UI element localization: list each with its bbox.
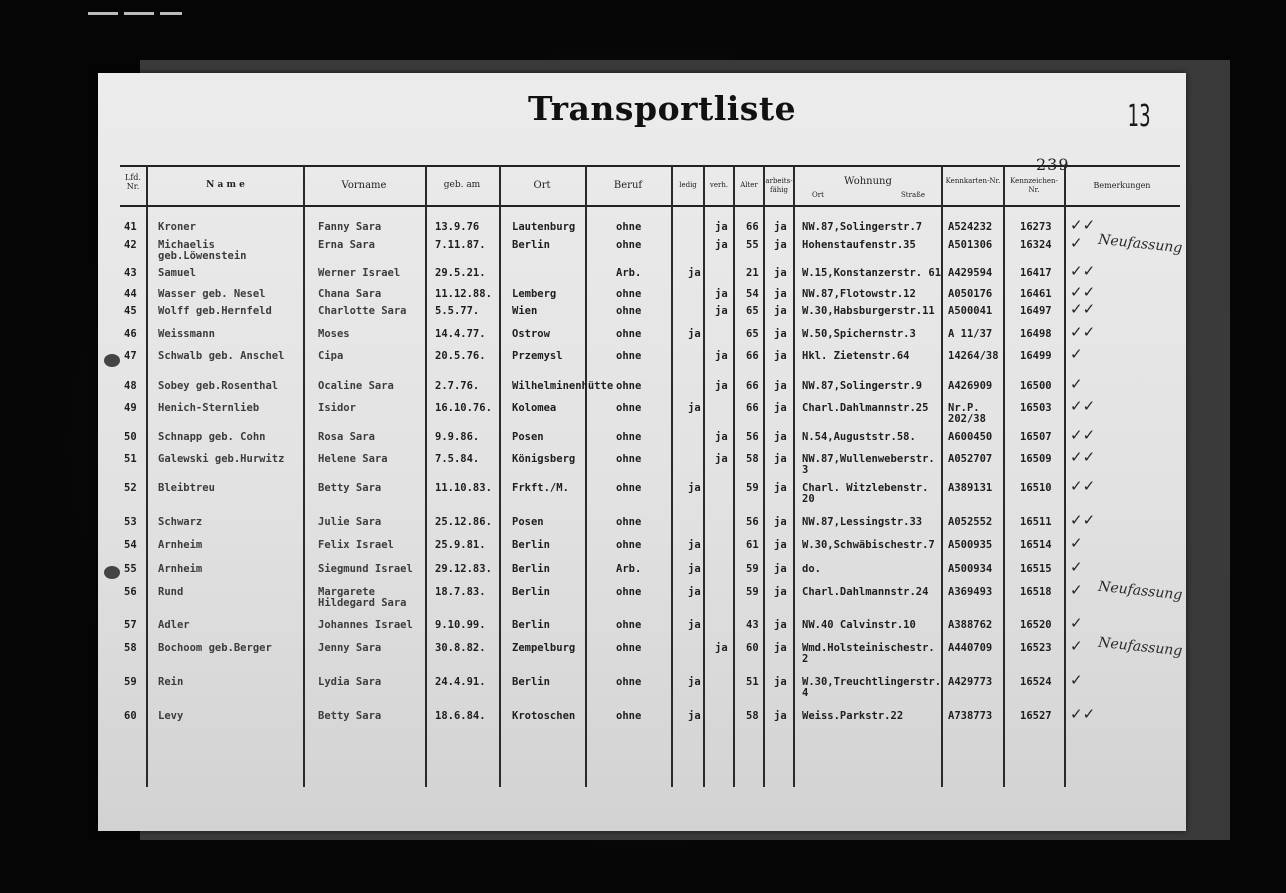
cell-name: Schwarz — [158, 516, 203, 528]
handwritten-note: Neufassung — [1097, 231, 1184, 257]
cell-vorname: Moses — [318, 328, 350, 340]
cell-wohnung: Charl. Witzlebenstr. 20 — [802, 482, 929, 505]
cell-arbeitsfaehig: ja — [774, 563, 787, 575]
cell-arbeitsfaehig: ja — [774, 305, 787, 317]
cell-wohnung: NW.87,Wullenweberstr. 3 — [802, 453, 935, 476]
cell-beruf: ohne — [616, 431, 642, 443]
cell-vorname: Felix Israel — [318, 539, 394, 551]
cell-kennzeichen: 16523 — [1020, 642, 1052, 654]
cell-beruf: ohne — [616, 328, 642, 340]
header-kennzeichen: Kennzeichen-Nr. — [1010, 177, 1058, 194]
checkmark-icon: ✓✓ — [1070, 262, 1096, 280]
cell-arbeitsfaehig: ja — [774, 539, 787, 551]
cell-nr: 45 — [124, 305, 137, 317]
punch-hole — [104, 566, 120, 579]
header-lfd: Lfd. Nr. — [125, 173, 141, 191]
cell-arbeitsfaehig: ja — [774, 642, 787, 654]
checkmark-icon: ✓ — [1070, 234, 1083, 252]
cell-wohnung: do. — [802, 563, 821, 575]
cell-arbeitsfaehig: ja — [774, 431, 787, 443]
cell-geb: 5.5.77. — [435, 305, 480, 317]
cell-alter: 58 — [746, 453, 759, 465]
cell-geb: 2.7.76. — [435, 380, 480, 392]
cell-kennkarte: A600450 — [948, 431, 993, 443]
cell-alter: 66 — [746, 402, 759, 414]
cell-geb: 11.10.83. — [435, 482, 492, 494]
checkmark-icon: ✓ — [1070, 558, 1083, 576]
header-wohnung-strasse: Straße — [901, 191, 925, 199]
cell-name: Arnheim — [158, 563, 203, 575]
cell-ledig: ja — [688, 267, 701, 279]
cell-beruf: Arb. — [616, 267, 642, 279]
cell-nr: 44 — [124, 288, 137, 300]
checkmark-icon: ✓✓ — [1070, 300, 1096, 318]
table-column-rule — [671, 165, 673, 787]
cell-wohnung: Charl.Dahlmannstr.24 — [802, 586, 929, 598]
cell-nr: 53 — [124, 516, 137, 528]
cell-alter: 59 — [746, 482, 759, 494]
cell-ort: Berlin — [512, 239, 550, 251]
cell-ort: Lautenburg — [512, 221, 576, 233]
cell-alter: 51 — [746, 676, 759, 688]
cell-alter: 66 — [746, 221, 759, 233]
cell-kennkarte: A369493 — [948, 586, 993, 598]
cell-vorname: Lydia Sara — [318, 676, 382, 688]
cell-beruf: ohne — [616, 710, 642, 722]
cell-ort: Lemberg — [512, 288, 557, 300]
checkmark-icon: ✓✓ — [1070, 448, 1096, 466]
page-mark: 13 — [1127, 99, 1151, 134]
header-name: N a m e — [206, 180, 245, 190]
cell-alter: 66 — [746, 380, 759, 392]
cell-vorname: Rosa Sara — [318, 431, 375, 443]
cell-arbeitsfaehig: ja — [774, 402, 787, 414]
checkmark-icon: ✓✓ — [1070, 426, 1096, 444]
cell-name: Adler — [158, 619, 190, 631]
cell-vorname: Isidor — [318, 402, 356, 414]
cell-name: Bleibtreu — [158, 482, 215, 494]
cell-kennzeichen: 16461 — [1020, 288, 1052, 300]
cell-wohnung: Wmd.Holsteinischestr. 2 — [802, 642, 935, 665]
cell-ort: Wien — [512, 305, 538, 317]
checkmark-icon: ✓ — [1070, 637, 1083, 655]
handwritten-note: Neufassung — [1097, 578, 1184, 604]
table-column-rule — [793, 165, 795, 787]
cell-nr: 57 — [124, 619, 137, 631]
cell-nr: 51 — [124, 453, 137, 465]
cell-arbeitsfaehig: ja — [774, 516, 787, 528]
cell-alter: 59 — [746, 563, 759, 575]
cell-ledig: ja — [688, 676, 701, 688]
cell-arbeitsfaehig: ja — [774, 221, 787, 233]
cell-kennkarte: A738773 — [948, 710, 993, 722]
header-beruf: Beruf — [613, 180, 643, 191]
checkmark-icon: ✓✓ — [1070, 283, 1096, 301]
cell-arbeitsfaehig: ja — [774, 482, 787, 494]
checkmark-icon: ✓ — [1070, 614, 1083, 632]
checkmark-icon: ✓ — [1070, 345, 1083, 363]
cell-nr: 49 — [124, 402, 137, 414]
cell-kennzeichen: 16524 — [1020, 676, 1052, 688]
cell-vorname: Werner Israel — [318, 267, 401, 279]
cell-alter: 56 — [746, 431, 759, 443]
cell-vorname: Siegmund Israel — [318, 563, 413, 575]
cell-kennkarte: A426909 — [948, 380, 993, 392]
cell-alter: 43 — [746, 619, 759, 631]
cell-alter: 65 — [746, 305, 759, 317]
cell-beruf: ohne — [616, 453, 642, 465]
cell-geb: 16.10.76. — [435, 402, 492, 414]
header-bemerkungen: Bemerkungen — [1093, 181, 1151, 190]
cell-kennkarte: A429773 — [948, 676, 993, 688]
cell-beruf: ohne — [616, 676, 642, 688]
cell-wohnung: NW.87,Solingerstr.9 — [802, 380, 923, 392]
cell-vorname: Fanny Sara — [318, 221, 382, 233]
cell-beruf: ohne — [616, 516, 642, 528]
cell-kennzeichen: 16499 — [1020, 350, 1052, 362]
cell-kennzeichen: 16509 — [1020, 453, 1052, 465]
cell-verh: ja — [715, 239, 728, 251]
cell-beruf: ohne — [616, 619, 642, 631]
cell-arbeitsfaehig: ja — [774, 350, 787, 362]
table-top-rule — [120, 165, 1180, 167]
cell-beruf: ohne — [616, 380, 642, 392]
header-geb: geb. am — [443, 180, 481, 190]
cell-geb: 11.12.88. — [435, 288, 492, 300]
cell-ort: Berlin — [512, 563, 550, 575]
cell-kennzeichen: 16498 — [1020, 328, 1052, 340]
cell-beruf: ohne — [616, 539, 642, 551]
cell-nr: 47 — [124, 350, 137, 362]
cell-vorname: Ocaline Sara — [318, 380, 394, 392]
cell-ledig: ja — [688, 328, 701, 340]
film-mark — [88, 12, 118, 15]
cell-geb: 9.10.99. — [435, 619, 486, 631]
table-column-rule — [763, 165, 765, 787]
cell-kennkarte: A501306 — [948, 239, 993, 251]
cell-geb: 25.12.86. — [435, 516, 492, 528]
cell-arbeitsfaehig: ja — [774, 676, 787, 688]
cell-geb: 25.9.81. — [435, 539, 486, 551]
cell-name: Wolff geb.Hernfeld — [158, 305, 272, 317]
cell-name: Levy — [158, 710, 184, 722]
cell-ort: Kolomea — [512, 402, 557, 414]
cell-nr: 56 — [124, 586, 137, 598]
cell-ort: Wilhelminenhütte — [512, 380, 614, 392]
header-wohnung: Wohnung — [844, 176, 892, 187]
cell-nr: 43 — [124, 267, 137, 279]
cell-name: Bochoom geb.Berger — [158, 642, 272, 654]
cell-kennkarte: A524232 — [948, 221, 993, 233]
cell-kennzeichen: 16507 — [1020, 431, 1052, 443]
cell-wohnung: NW.87,Lessingstr.33 — [802, 516, 923, 528]
cell-kennzeichen: 16324 — [1020, 239, 1052, 251]
cell-kennzeichen: 16500 — [1020, 380, 1052, 392]
cell-kennzeichen: 16518 — [1020, 586, 1052, 598]
cell-arbeitsfaehig: ja — [774, 328, 787, 340]
header-alter: Alter — [740, 181, 758, 189]
cell-wohnung: Charl.Dahlmannstr.25 — [802, 402, 929, 414]
cell-vorname: Cipa — [318, 350, 344, 362]
film-mark — [124, 12, 154, 15]
checkmark-icon: ✓✓ — [1070, 511, 1096, 529]
cell-nr: 48 — [124, 380, 137, 392]
cell-ort: Ostrow — [512, 328, 550, 340]
document-sheet — [98, 73, 1186, 831]
header-arbeitsfaehig: arbeits-fähig — [765, 177, 793, 194]
cell-wohnung: N.54,Auguststr.58. — [802, 431, 916, 443]
cell-arbeitsfaehig: ja — [774, 239, 787, 251]
cell-kennkarte: A500041 — [948, 305, 993, 317]
cell-wohnung: Hohenstaufenstr.35 — [802, 239, 916, 251]
cell-nr: 46 — [124, 328, 137, 340]
checkmark-icon: ✓✓ — [1070, 477, 1096, 495]
cell-alter: 61 — [746, 539, 759, 551]
cell-name: Arnheim — [158, 539, 203, 551]
cell-kennzeichen: 16273 — [1020, 221, 1052, 233]
cell-vorname: Charlotte Sara — [318, 305, 407, 317]
cell-kennzeichen: 16510 — [1020, 482, 1052, 494]
cell-ort: Berlin — [512, 619, 550, 631]
cell-geb: 7.11.87. — [435, 239, 486, 251]
cell-arbeitsfaehig: ja — [774, 288, 787, 300]
cell-geb: 14.4.77. — [435, 328, 486, 340]
cell-vorname: Julie Sara — [318, 516, 382, 528]
cell-kennkarte: A052552 — [948, 516, 993, 528]
cell-kennkarte: A389131 — [948, 482, 993, 494]
cell-beruf: ohne — [616, 350, 642, 362]
checkmark-icon: ✓ — [1070, 375, 1083, 393]
cell-ort: Berlin — [512, 586, 550, 598]
cell-kennzeichen: 16417 — [1020, 267, 1052, 279]
cell-ort: Przemysl — [512, 350, 563, 362]
cell-beruf: ohne — [616, 586, 642, 598]
cell-name: Samuel — [158, 267, 196, 279]
handwritten-note: Neufassung — [1097, 634, 1184, 660]
cell-kennzeichen: 16527 — [1020, 710, 1052, 722]
cell-alter: 56 — [746, 516, 759, 528]
cell-ort: Zempelburg — [512, 642, 576, 654]
cell-verh: ja — [715, 380, 728, 392]
cell-beruf: Arb. — [616, 563, 642, 575]
cell-beruf: ohne — [616, 305, 642, 317]
cell-beruf: ohne — [616, 642, 642, 654]
cell-geb: 7.5.84. — [435, 453, 480, 465]
cell-ort: Königsberg — [512, 453, 576, 465]
cell-wohnung: Hkl. Zietenstr.64 — [802, 350, 910, 362]
cell-arbeitsfaehig: ja — [774, 586, 787, 598]
cell-ledig: ja — [688, 563, 701, 575]
cell-verh: ja — [715, 288, 728, 300]
cell-name: Schwalb geb. Anschel — [158, 350, 285, 362]
cell-wohnung: W.30,Schwäbischestr.7 — [802, 539, 935, 551]
cell-ledig: ja — [688, 619, 701, 631]
cell-nr: 41 — [124, 221, 137, 233]
cell-nr: 50 — [124, 431, 137, 443]
cell-nr: 52 — [124, 482, 137, 494]
cell-vorname: Helene Sara — [318, 453, 388, 465]
cell-kennzeichen: 16520 — [1020, 619, 1052, 631]
checkmark-icon: ✓✓ — [1070, 323, 1096, 341]
header-verh: verh. — [709, 181, 729, 189]
cell-verh: ja — [715, 350, 728, 362]
cell-kennzeichen: 16514 — [1020, 539, 1052, 551]
cell-vorname: Erna Sara — [318, 239, 375, 251]
cell-geb: 18.7.83. — [435, 586, 486, 598]
cell-geb: 18.6.84. — [435, 710, 486, 722]
header-vorname: Vorname — [341, 180, 387, 191]
cell-ort: Berlin — [512, 676, 550, 688]
checkmark-icon: ✓ — [1070, 671, 1083, 689]
checkmark-icon: ✓ — [1070, 534, 1083, 552]
table-header-rule — [120, 205, 1180, 207]
cell-wohnung: NW.40 Calvinstr.10 — [802, 619, 916, 631]
cell-nr: 58 — [124, 642, 137, 654]
cell-vorname: Chana Sara — [318, 288, 382, 300]
cell-alter: 59 — [746, 586, 759, 598]
table-column-rule — [585, 165, 587, 787]
cell-wohnung: NW.87,Solingerstr.7 — [802, 221, 923, 233]
cell-wohnung: W.30,Treuchtlingerstr. 4 — [802, 676, 942, 699]
cell-geb: 13.9.76 — [435, 221, 480, 233]
film-mark — [160, 12, 182, 15]
cell-beruf: ohne — [616, 239, 642, 251]
cell-ledig: ja — [688, 539, 701, 551]
cell-ledig: ja — [688, 402, 701, 414]
cell-kennkarte: A388762 — [948, 619, 993, 631]
checkmark-icon: ✓✓ — [1070, 397, 1096, 415]
cell-nr: 59 — [124, 676, 137, 688]
cell-nr: 54 — [124, 539, 137, 551]
cell-name: Galewski geb.Hurwitz — [158, 453, 285, 465]
cell-ledig: ja — [688, 710, 701, 722]
table-column-rule — [146, 165, 148, 787]
cell-ort: Berlin — [512, 539, 550, 551]
cell-wohnung: W.50,Spichernstr.3 — [802, 328, 916, 340]
cell-alter: 60 — [746, 642, 759, 654]
cell-nr: 55 — [124, 563, 137, 575]
cell-arbeitsfaehig: ja — [774, 453, 787, 465]
cell-arbeitsfaehig: ja — [774, 267, 787, 279]
cell-beruf: ohne — [616, 402, 642, 414]
cell-wohnung: W.30,Habsburgerstr.11 — [802, 305, 935, 317]
cell-kennkarte: A429594 — [948, 267, 993, 279]
punch-hole — [104, 354, 120, 367]
cell-ort: Frkft./M. — [512, 482, 569, 494]
cell-verh: ja — [715, 431, 728, 443]
cell-ledig: ja — [688, 482, 701, 494]
cell-verh: ja — [715, 642, 728, 654]
cell-ort: Posen — [512, 431, 544, 443]
cell-ort: Krotoschen — [512, 710, 576, 722]
cell-nr: 42 — [124, 239, 137, 251]
cell-beruf: ohne — [616, 482, 642, 494]
cell-name: Wasser geb. Nesel — [158, 288, 266, 300]
header-wohnung-ort: Ort — [812, 191, 824, 199]
cell-arbeitsfaehig: ja — [774, 380, 787, 392]
header-ort: Ort — [533, 180, 551, 191]
cell-verh: ja — [715, 221, 728, 233]
table-column-rule — [499, 165, 501, 787]
cell-kennzeichen: 16511 — [1020, 516, 1052, 528]
checkmark-icon: ✓✓ — [1070, 705, 1096, 723]
cell-alter: 54 — [746, 288, 759, 300]
cell-name: Rund — [158, 586, 184, 598]
cell-alter: 21 — [746, 267, 759, 279]
cell-vorname: Betty Sara — [318, 482, 382, 494]
cell-kennzeichen: 16503 — [1020, 402, 1052, 414]
cell-wohnung: W.15,Konstanzerstr. 61 — [802, 267, 942, 279]
cell-wohnung: NW.87,Flotowstr.12 — [802, 288, 916, 300]
cell-geb: 29.12.83. — [435, 563, 492, 575]
cell-kennkarte: A050176 — [948, 288, 993, 300]
cell-name: Sobey geb.Rosenthal — [158, 380, 279, 392]
cell-beruf: ohne — [616, 288, 642, 300]
cell-vorname: Betty Sara — [318, 710, 382, 722]
cell-name: Weissmann — [158, 328, 215, 340]
cell-geb: 29.5.21. — [435, 267, 486, 279]
header-ledig: ledig — [679, 181, 697, 189]
cell-nr: 60 — [124, 710, 137, 722]
cell-alter: 65 — [746, 328, 759, 340]
cell-geb: 9.9.86. — [435, 431, 480, 443]
cell-kennkarte: 14264/38 — [948, 350, 999, 362]
cell-ledig: ja — [688, 586, 701, 598]
table-column-rule — [733, 165, 735, 787]
table-column-rule — [1064, 165, 1066, 787]
table-column-rule — [1003, 165, 1005, 787]
cell-alter: 55 — [746, 239, 759, 251]
cell-kennzeichen: 16515 — [1020, 563, 1052, 575]
cell-kennkarte: A500935 — [948, 539, 993, 551]
cell-kennkarte: A500934 — [948, 563, 993, 575]
cell-alter: 66 — [746, 350, 759, 362]
cell-name: Schnapp geb. Cohn — [158, 431, 266, 443]
cell-kennkarte: A 11/37 — [948, 328, 993, 340]
table-column-rule — [425, 165, 427, 787]
cell-vorname: Jenny Sara — [318, 642, 382, 654]
cell-kennkarte: A052707 — [948, 453, 993, 465]
cell-verh: ja — [715, 305, 728, 317]
document-title: Transportliste — [528, 89, 797, 128]
table-column-rule — [703, 165, 705, 787]
cell-arbeitsfaehig: ja — [774, 710, 787, 722]
cell-vorname: Johannes Israel — [318, 619, 413, 631]
cell-name: Michaelis geb.Löwenstein — [158, 239, 247, 262]
cell-wohnung: Weiss.Parkstr.22 — [802, 710, 904, 722]
cell-geb: 24.4.91. — [435, 676, 486, 688]
cell-verh: ja — [715, 453, 728, 465]
cell-name: Henich-Sternlieb — [158, 402, 260, 414]
cell-geb: 20.5.76. — [435, 350, 486, 362]
cell-ort: Posen — [512, 516, 544, 528]
cell-kennkarte: Nr.P. 202/38 — [948, 402, 986, 425]
cell-geb: 30.8.82. — [435, 642, 486, 654]
cell-beruf: ohne — [616, 221, 642, 233]
checkmark-icon: ✓✓ — [1070, 216, 1096, 234]
cell-alter: 58 — [746, 710, 759, 722]
cell-kennkarte: A440709 — [948, 642, 993, 654]
cell-name: Kroner — [158, 221, 196, 233]
header-kennkarten: Kennkarten-Nr. — [945, 177, 1001, 185]
cell-vorname: Margarete Hildegard Sara — [318, 586, 407, 609]
cell-kennzeichen: 16497 — [1020, 305, 1052, 317]
cell-arbeitsfaehig: ja — [774, 619, 787, 631]
checkmark-icon: ✓ — [1070, 581, 1083, 599]
cell-name: Rein — [158, 676, 184, 688]
